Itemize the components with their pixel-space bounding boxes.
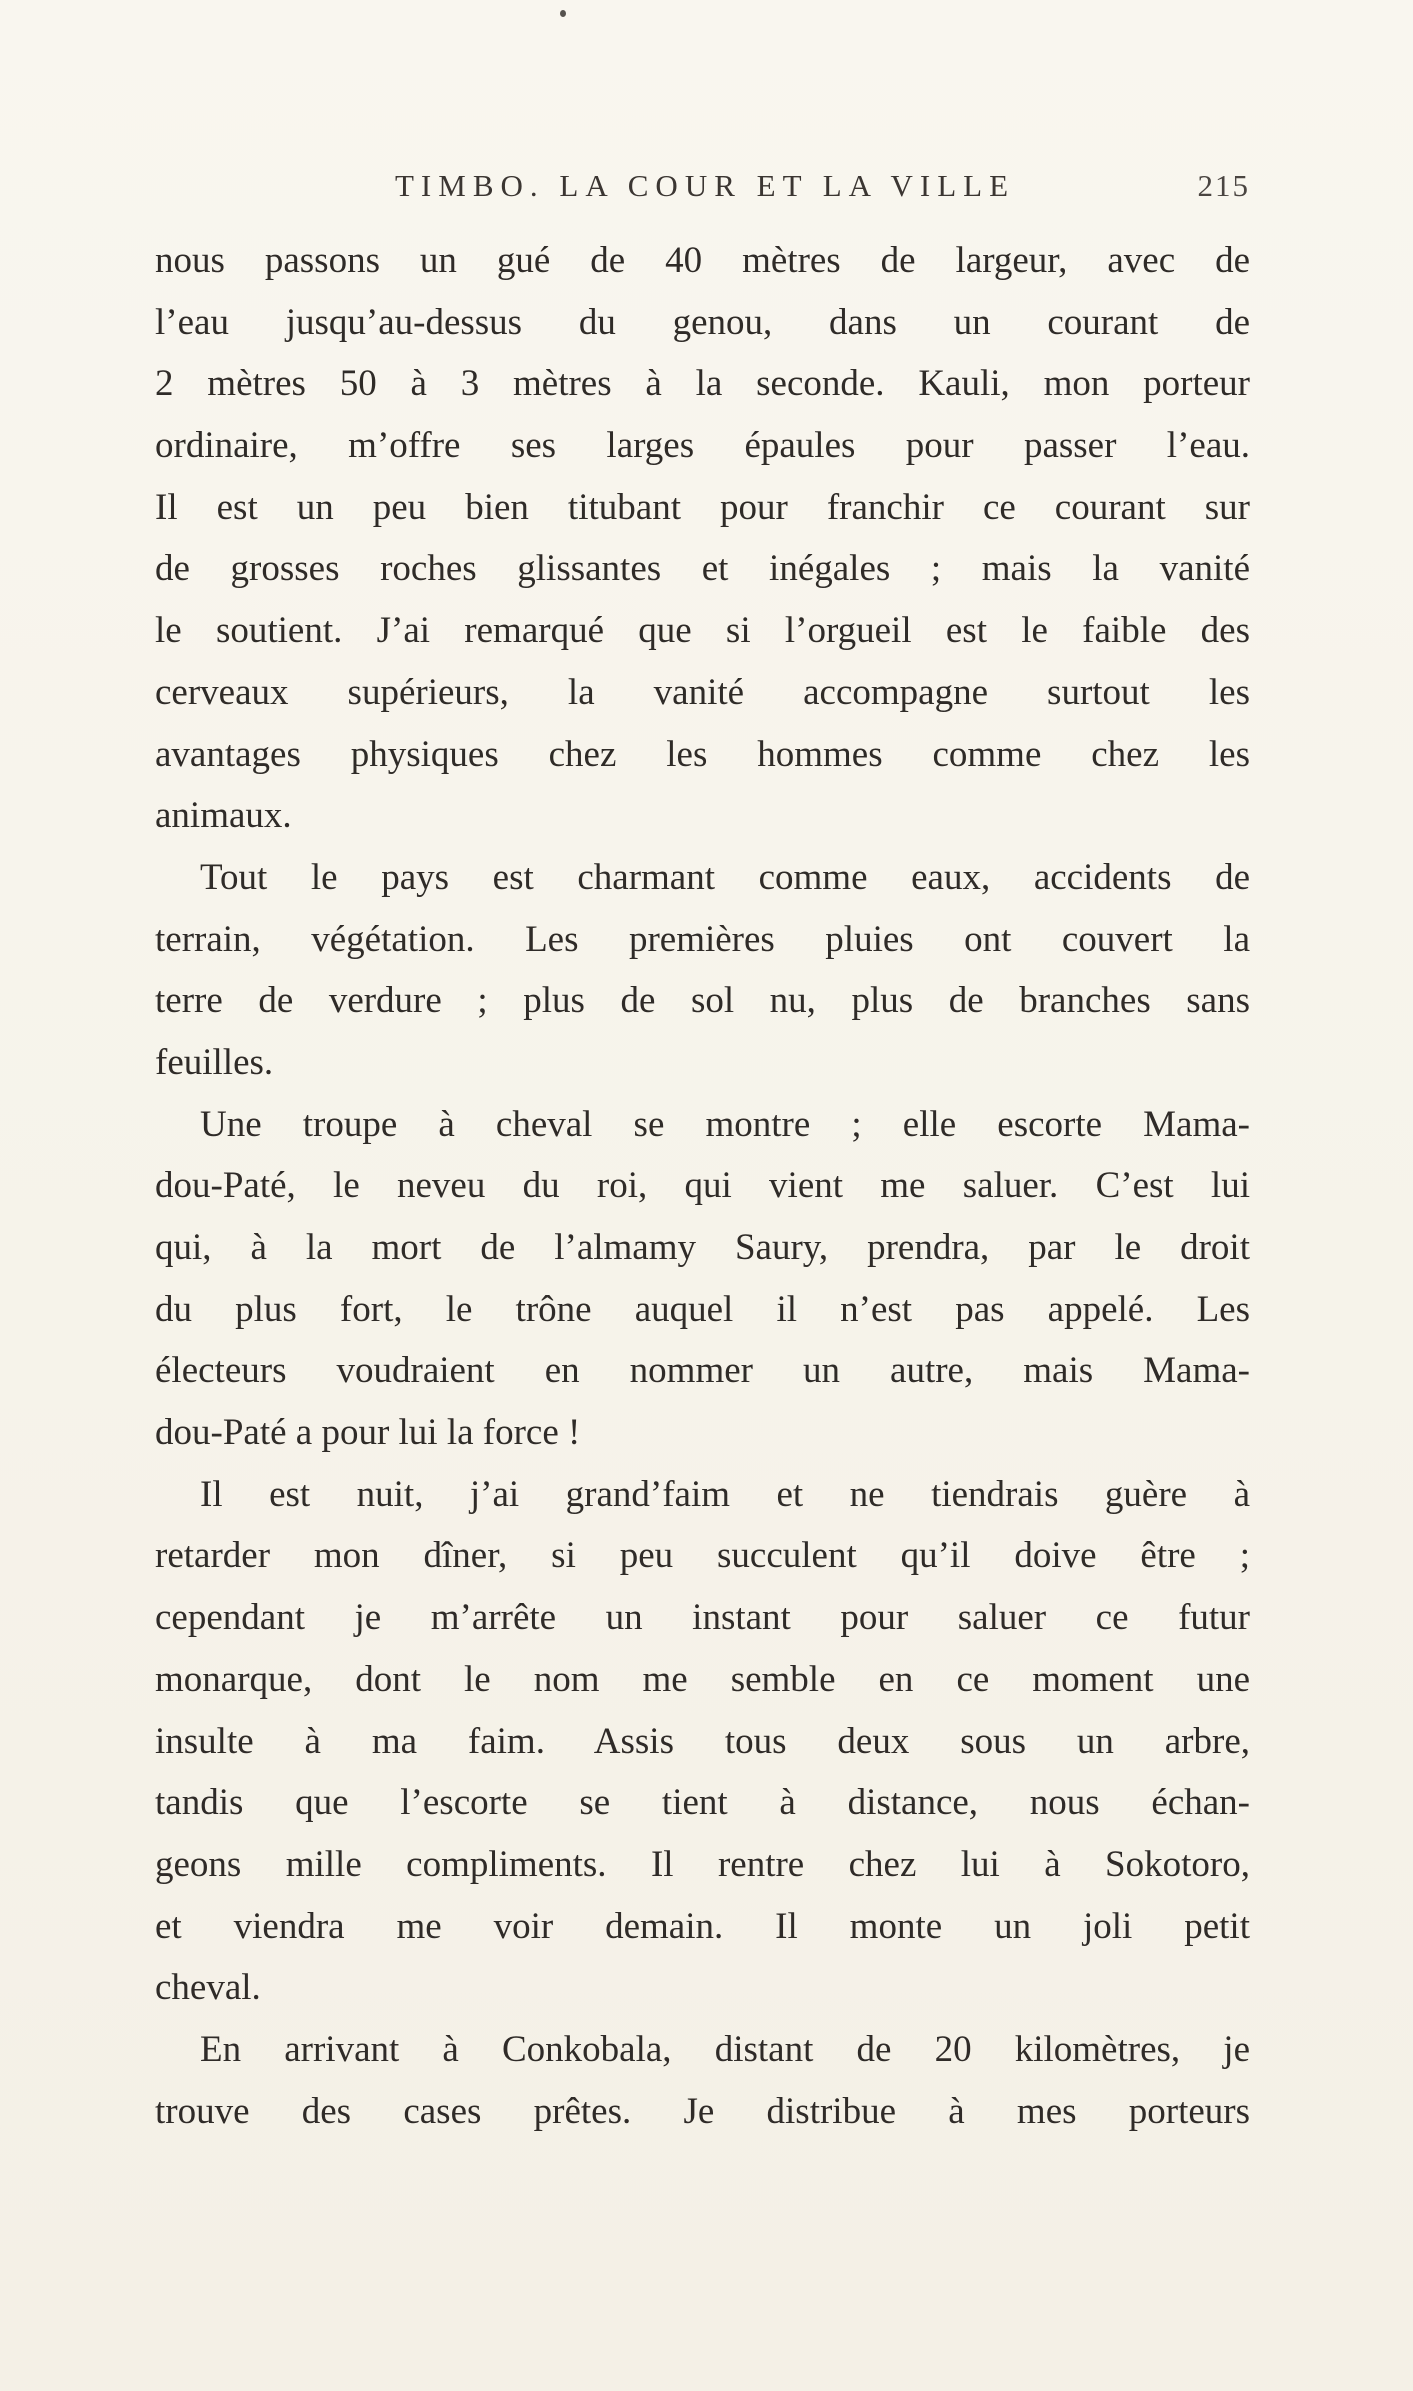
text-line: tandis que l’escorte se tient à distance, nous échan-	[155, 1782, 1250, 1824]
ink-speck	[560, 10, 566, 17]
text-line: l’eau jusqu’au-dessus du genou, dans un courant de	[155, 301, 1250, 343]
text-line: le soutient. J’ai remarqué que si l’orgueil est le faible des	[155, 610, 1250, 652]
text-line: cependant je m’arrête un instant pour saluer ce futur	[155, 1597, 1250, 1639]
running-title: TIMBO. LA COUR ET LA VILLE	[395, 168, 1016, 203]
text-line: insulte à ma faim. Assis tous deux sous un arbre,	[155, 1720, 1250, 1762]
text-line: cerveaux supérieurs, la vanité accompagne surtout les	[155, 671, 1250, 713]
paragraph-start-line: Tout le pays est charmant comme eaux, accidents de	[200, 856, 1250, 898]
paragraph-start-line: En arrivant à Conkobala, distant de 20 kilomètres, je	[200, 2028, 1250, 2070]
text-line: nous passons un gué de 40 mètres de largeur, avec de	[155, 240, 1250, 281]
text-line: électeurs voudraient en nommer un autre, mais Mama-	[155, 1350, 1250, 1392]
text-line: animaux.	[155, 795, 292, 837]
body-text	[155, 230, 1250, 2142]
text-line: du plus fort, le trône auquel il n’est pas appelé. Les	[155, 1288, 1250, 1330]
paragraph-start-line: Il est nuit, j’ai grand’faim et ne tiendrais guère à	[200, 1473, 1250, 1515]
text-line: et viendra me voir demain. Il monte un joli petit	[155, 1905, 1250, 1947]
page-number: 215	[1197, 168, 1250, 203]
text-line: feuilles.	[155, 1041, 274, 1083]
text-line: geons mille compliments. Il rentre chez lui à Sokotoro,	[155, 1843, 1250, 1885]
text-line: qui, à la mort de l’almamy Saury, prendra, par le droit	[155, 1227, 1250, 1268]
text-line: dou-Paté, le neveu du roi, qui vient me saluer. C’est lui	[155, 1165, 1250, 1207]
text-line: avantages physiques chez les hommes comme chez les	[155, 733, 1250, 775]
text-line: 2 mètres 50 à 3 mètres à la seconde. Kauli, mon porteur	[155, 363, 1250, 405]
text-line: trouve des cases prêtes. Je distribue à mes porteurs	[155, 2090, 1250, 2132]
running-head	[155, 160, 1250, 208]
text-line: dou-Paté a pour lui la force !	[155, 1412, 581, 1454]
text-line: terrain, végétation. Les premières pluies ont couvert la	[155, 918, 1250, 960]
paragraph-start-line: Une troupe à cheval se montre ; elle escorte Mama-	[200, 1103, 1250, 1145]
text-line: terre de verdure ; plus de sol nu, plus de branches sans	[155, 980, 1250, 1022]
text-line: ordinaire, m’offre ses larges épaules pour passer l’eau.	[155, 425, 1250, 467]
text-line: monarque, dont le nom me semble en ce moment une	[155, 1658, 1250, 1700]
text-line: cheval.	[155, 1967, 261, 2009]
text-line: retarder mon dîner, si peu succulent qu’il doive être ;	[155, 1535, 1250, 1577]
text-line: Il est un peu bien titubant pour franchir ce courant sur	[155, 486, 1250, 528]
text-line: de grosses roches glissantes et inégales ; mais la vanité	[155, 548, 1250, 590]
